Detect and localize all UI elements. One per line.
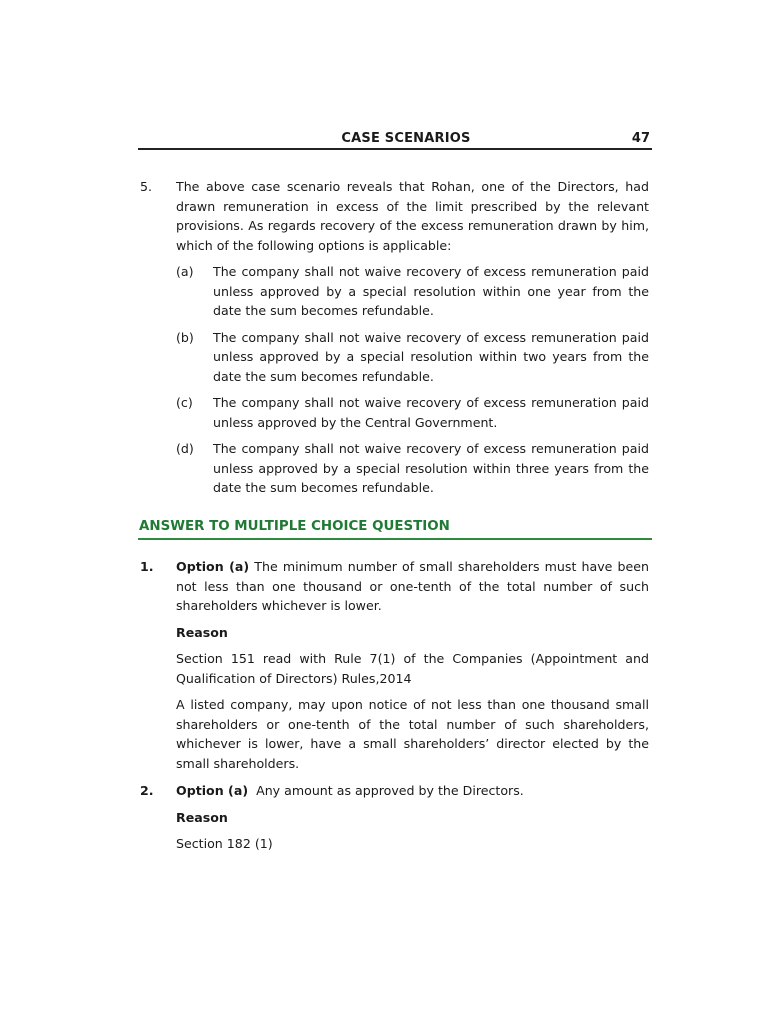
running-header bbox=[138, 131, 652, 150]
option-label: (c) bbox=[176, 395, 193, 410]
answer-1 bbox=[138, 557, 652, 773]
answer-explanation: Any amount as approved by the Directors. bbox=[248, 783, 524, 798]
answer-2 bbox=[138, 781, 652, 854]
question-5 bbox=[138, 177, 652, 498]
page-number: 47 bbox=[631, 131, 650, 146]
option-d bbox=[138, 439, 652, 498]
question-text: The above case scenario reveals that Rohan, one of the Directors, had drawn remuneration in excess of the limit prescribed by the relevant provisions. As regards recovery of the excess remuneration drawn by him, which of the following options is applicable: bbox=[176, 179, 649, 253]
option-text: The company shall not waive recovery of excess remuneration paid unless approved by a special resolution within three years from the date the sum becomes refundable. bbox=[213, 441, 649, 495]
answer-text bbox=[176, 557, 649, 616]
answers-heading bbox=[138, 518, 652, 540]
question-number: 5. bbox=[140, 179, 153, 194]
answer-text bbox=[176, 781, 649, 801]
option-label: (b) bbox=[176, 329, 194, 345]
option-text: The company shall not waive recovery of excess remuneration paid unless approved by a special resolution within two years from the date the sum becomes refundable. bbox=[213, 329, 649, 384]
option-text: The company shall not waive recovery of excess remuneration paid unless approved by the Central Government. bbox=[213, 395, 649, 430]
answers-heading-text: ANSWER TO MULTIPLE CHOICE QUESTION bbox=[139, 519, 450, 534]
option-label: (d) bbox=[176, 441, 194, 456]
reason-label: Reason bbox=[176, 624, 228, 640]
answer-option: Option (a) bbox=[176, 559, 250, 574]
answer-number: 2. bbox=[140, 783, 154, 798]
option-b bbox=[138, 328, 652, 387]
option-a bbox=[138, 262, 652, 321]
reason-paragraph: Section 151 read with Rule 7(1) of the Companies (Appointment and Qualification of Directors) Rules,2014 bbox=[176, 651, 649, 686]
reason-paragraph: A listed company, may upon notice of not less than one thousand small shareholders or one-tenth of the total number of such shareholders, whichever is lower, have a small shareholders’ director elected by the small shareholders. bbox=[176, 697, 649, 771]
answer-explanation: The minimum number of small shareholders must have been not less than one thousand or one-tenth of the total number of such shareholders whichever is lower. bbox=[176, 559, 649, 613]
option-label: (a) bbox=[176, 264, 194, 279]
option-text: The company shall not waive recovery of excess remuneration paid unless approved by a special resolution within one year from the date the sum becomes refundable. bbox=[213, 264, 649, 318]
answer-number: 1. bbox=[140, 559, 154, 574]
reason-paragraph: Section 182 (1) bbox=[176, 836, 273, 851]
header-title: CASE SCENARIOS bbox=[341, 131, 471, 146]
answer-option: Option (a) bbox=[176, 783, 249, 798]
reason-label: Reason bbox=[176, 809, 228, 825]
option-c bbox=[138, 393, 652, 432]
